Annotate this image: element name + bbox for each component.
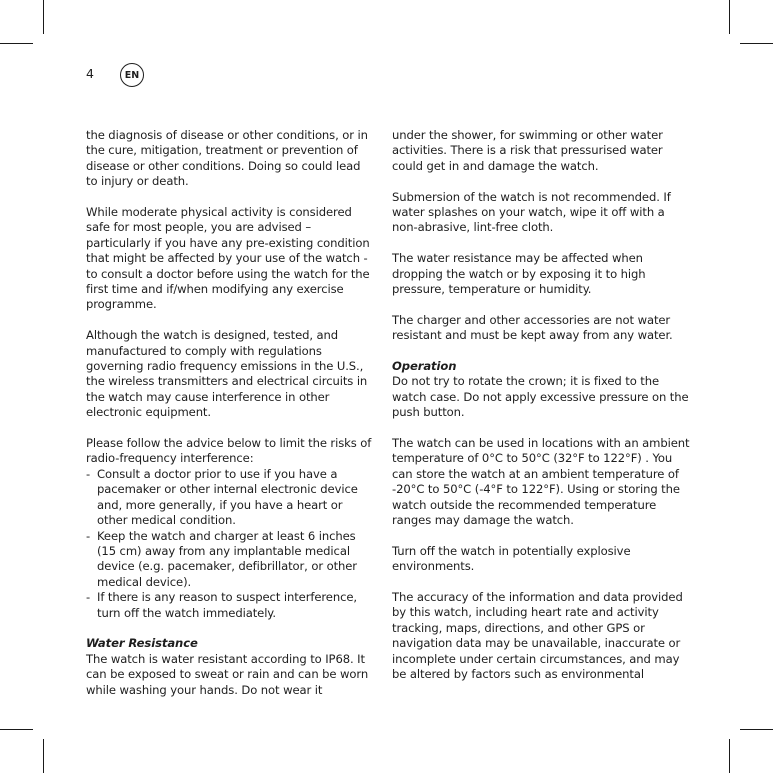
paragraph-charger-water: The charger and other accessories are not water resistant and must be kept away from any water.: [392, 312, 673, 343]
crop-mark-bottom-right-vertical: [729, 739, 730, 773]
crop-mark-top-left-vertical: [43, 0, 44, 34]
paragraph-explosive: Turn off the watch in potentially explosive environments.: [392, 543, 631, 574]
crop-mark-top-left-horizontal: [0, 43, 33, 44]
interference-advice-list: [86, 467, 374, 621]
paragraph-temperature: The watch can be used in locations with an ambient temperature of 0°C to 50°C (32°F to 122°F) . You can store the watch at an ambient temperature of -20°C to 50°C (-4°F to 122°F). Using or storing the watch outside the recommended temperature ranges may damage the watch.: [392, 436, 690, 528]
paragraph-diagnosis: the diagnosis of disease or other conditions, or in the cure, mitigation, treatment or prevention of disease or other conditions. Doing so could lead to injury or death.: [86, 128, 368, 189]
paragraph-water-resistance-factors: The water resistance may be affected when dropping the watch or by exposing it to high pressure, temperature or humidity.: [392, 251, 646, 297]
water-resistance-heading: Water Resistance: [86, 636, 198, 651]
paragraph-interference-advice: Please follow the advice below to limit the risks of radio-frequency interference:: [86, 436, 372, 466]
crop-mark-top-right-horizontal: [740, 43, 773, 44]
paragraph-radio-frequency: Although the watch is designed, tested, and manufactured to comply with regulations governing radio frequency emissions in the U.S., the wireless transmitters and electrical circuits in the watch may cause interference in other electronic equipment.: [86, 328, 368, 420]
paragraph-physical-activity: While moderate physical activity is considered safe for most people, you are advised – particularly if you have any pre-existing condition that might be affected by your use of the watch - to consult a doctor before using the watch for the first time and if/when modifying any exercise programme.: [86, 205, 370, 312]
crop-mark-bottom-left-vertical: [43, 739, 44, 773]
crop-mark-top-right-vertical: [729, 0, 730, 34]
paragraph-accuracy: The accuracy of the information and data provided by this watch, including heart rate and activity tracking, maps, directions, and other GPS or navigation data may be unavailable, inaccurate or incomplete under certain circumstances, and may be altered by factors such as environmental: [392, 590, 683, 682]
operation-heading: Operation: [392, 359, 457, 374]
paragraph-water-resistance: The watch is water resistant according to IP68. It can be exposed to sweat or rain and can be worn while washing your hands. Do not wear it: [86, 651, 369, 697]
paragraph-submersion: Submersion of the watch is not recommended. If water splashes on your watch, wipe it off with a non-abrasive, lint-free cloth.: [392, 189, 671, 235]
crop-mark-bottom-left-horizontal: [0, 729, 33, 730]
language-badge: EN: [120, 63, 144, 87]
list-item: - Keep the watch and charger at least 6 inches (15 cm) away from any implantable medical device (e.g. pacemaker, defibrillator, or other medical device).: [86, 529, 374, 591]
right-column: [392, 128, 692, 683]
paragraph-shower-warning: under the shower, for swimming or other water activities. There is a risk that pressurised water could get in and damage the watch.: [392, 128, 663, 173]
page-number: 4: [86, 66, 94, 81]
list-item: - If there is any reason to suspect interference, turn off the watch immediately.: [86, 590, 374, 621]
paragraph-crown: Do not try to rotate the crown; it is fixed to the watch case. Do not apply excessive pressure on the push button.: [392, 374, 689, 420]
left-column: [86, 128, 374, 698]
crop-mark-bottom-right-horizontal: [740, 729, 773, 730]
list-item: - Consult a doctor prior to use if you have a pacemaker or other internal electronic device and, more generally, if you have a heart or other medical condition.: [86, 467, 374, 529]
